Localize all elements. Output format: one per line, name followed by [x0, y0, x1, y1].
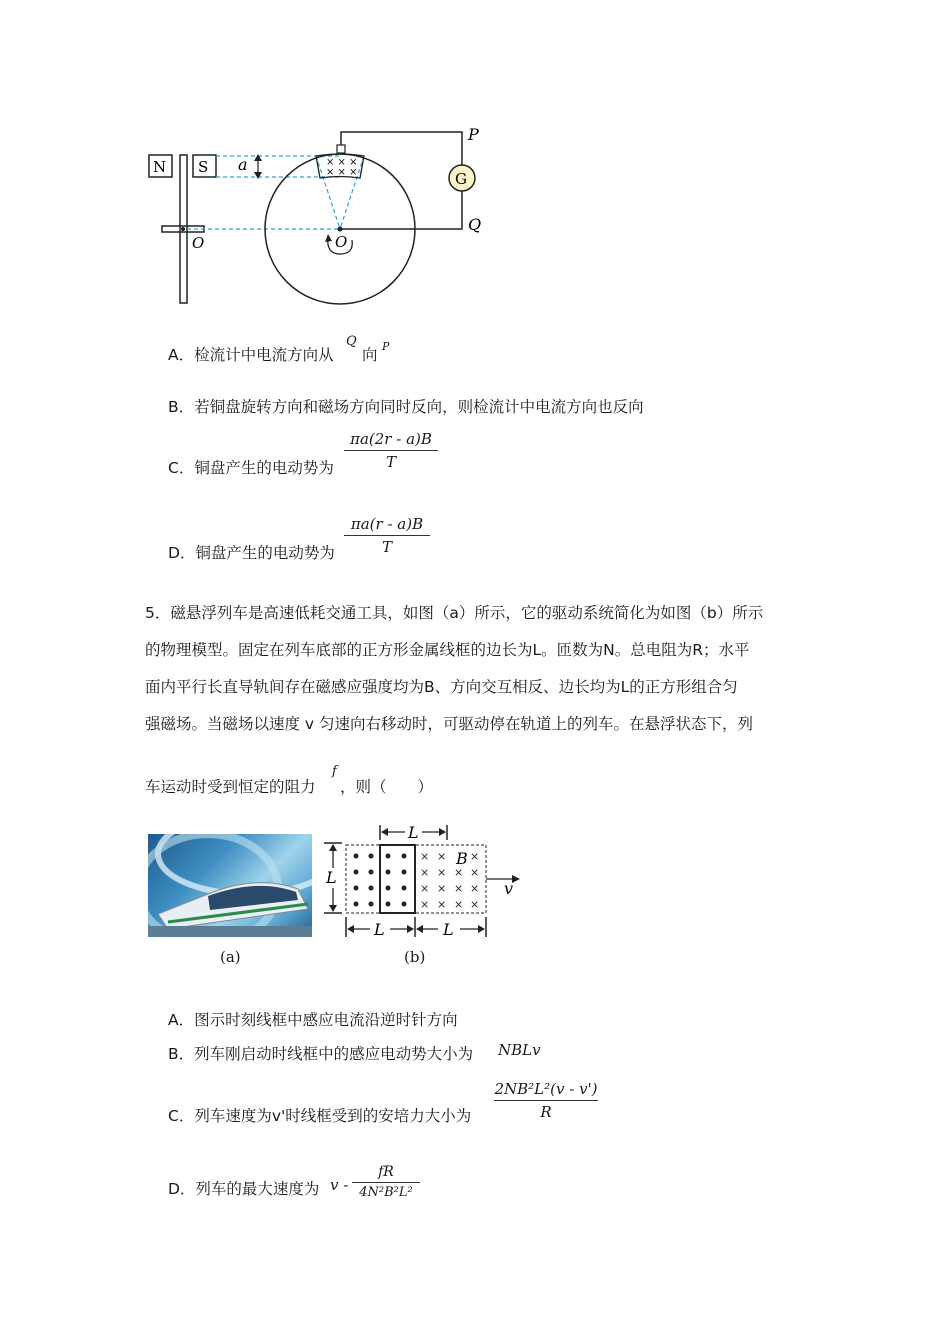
- svg-text:×: ×: [420, 898, 430, 911]
- q5-option-c-denominator: R: [540, 1103, 552, 1121]
- field-crosses-bottom: × × ×: [326, 167, 358, 178]
- field-b-label: B: [456, 849, 468, 868]
- q5-line-2: 的物理模型。固定在列车底部的正方形金属线框的边长为L。匝数为N。总电阻为R；水平: [145, 641, 750, 659]
- terminal-p-label: P: [468, 125, 479, 144]
- q4-option-b: B．若铜盘旋转方向和磁场方向同时反向，则检流计中电流方向也反向: [168, 398, 644, 416]
- gap-a-label: a: [238, 155, 248, 174]
- svg-text:×: ×: [437, 882, 447, 895]
- magnet-s-label: S: [198, 158, 209, 176]
- q4-option-c-denominator: T: [385, 453, 396, 471]
- q4-option-d-numerator: πa(r - a)B: [350, 515, 424, 533]
- figure-disk-generator: [140, 120, 500, 310]
- q5-option-b-expr: NBLv: [498, 1041, 541, 1059]
- q5-line-5: [145, 776, 316, 798]
- q4-option-c-numerator: πa(2r - a)B: [350, 430, 432, 448]
- q5-option-d-fraction: [352, 1164, 420, 1200]
- axis-o-left-label: O: [192, 234, 205, 252]
- q5-option-c-fraction: [494, 1080, 598, 1121]
- q4-option-a: [168, 344, 334, 366]
- q5-option-d-denominator: 4N²B²L²: [359, 1185, 413, 1200]
- bottom-right-length-label: L: [443, 920, 454, 939]
- q4-option-c-fraction: [344, 430, 438, 471]
- terminal-q-label: Q: [468, 215, 482, 234]
- q4-option-c: C．铜盘产生的电动势为: [168, 459, 334, 477]
- svg-text:×: ×: [437, 866, 447, 879]
- axis-o-center-label: O: [335, 233, 348, 251]
- q5-option-b: B．列车刚启动时线框中的感应电动势大小为: [168, 1045, 474, 1063]
- q4-option-d-denominator: T: [381, 538, 392, 556]
- bottom-left-length-label: L: [374, 920, 385, 939]
- svg-text:×: ×: [420, 882, 430, 895]
- svg-text:×: ×: [454, 882, 464, 895]
- figure-b-caption: (b): [404, 948, 426, 966]
- q5-option-d-numerator: fR: [378, 1164, 394, 1180]
- svg-text:×: ×: [470, 882, 480, 895]
- magnet-n-label: N: [153, 158, 167, 176]
- q5-option-c-numerator: 2NB²L²(v - v'): [494, 1080, 598, 1098]
- svg-text:×: ×: [470, 850, 480, 863]
- q5-line-5-prefix: 车运动时受到恒定的阻力: [145, 778, 316, 796]
- svg-text:×: ×: [437, 850, 447, 863]
- q5-option-c: C．列车速度为v'时线框受到的安培力大小为: [168, 1107, 472, 1125]
- figure-b-magnetic-field: [320, 820, 530, 950]
- field-crosses-top: × × ×: [326, 157, 358, 168]
- q5-option-d: D．列车的最大速度为: [168, 1180, 320, 1198]
- svg-text:×: ×: [437, 898, 447, 911]
- svg-text:×: ×: [420, 866, 430, 879]
- q4-option-a-to: P: [382, 340, 390, 353]
- q5-line-5-suffix: ，则（ ）: [340, 778, 434, 796]
- q4-option-a-prefix: A．检流计中电流方向从: [168, 346, 334, 364]
- galvanometer-label: G: [455, 170, 467, 188]
- q5-option-a: A．图示时刻线框中感应电流沿逆时针方向: [168, 1011, 458, 1029]
- q4-option-d-fraction: [344, 515, 430, 556]
- q5-line-3: 面内平行长直导轨间存在磁感应强度均为B、方向交互相反、边长均为L的正方形组合匀: [145, 678, 738, 696]
- svg-text:×: ×: [454, 898, 464, 911]
- coil-frame: [380, 845, 415, 913]
- q5-option-d-lead: v -: [330, 1176, 349, 1194]
- velocity-v-label: v: [504, 879, 514, 898]
- top-length-label: L: [408, 823, 419, 842]
- svg-text:×: ×: [420, 850, 430, 863]
- q4-option-d: D．铜盘产生的电动势为: [168, 544, 335, 562]
- left-length-label: L: [326, 868, 337, 887]
- svg-text:×: ×: [454, 866, 464, 879]
- q5-line-1: 5．磁悬浮列车是高速低耗交通工具，如图（a）所示，它的驱动系统简化为如图（b）所示: [145, 604, 764, 622]
- q5-line-5-f: f: [332, 764, 337, 779]
- q4-option-a-from: Q: [346, 334, 357, 349]
- q4-option-a-mid: 向: [362, 346, 378, 364]
- svg-text:×: ×: [470, 866, 480, 879]
- q5-line-4: 强磁场。当磁场以速度 v 匀速向右移动时，可驱动停在轨道上的列车。在悬浮状态下，列: [145, 715, 754, 733]
- figure-a-caption: (a): [220, 948, 241, 966]
- svg-text:×: ×: [470, 898, 480, 911]
- maglev-train-photo: [148, 834, 312, 937]
